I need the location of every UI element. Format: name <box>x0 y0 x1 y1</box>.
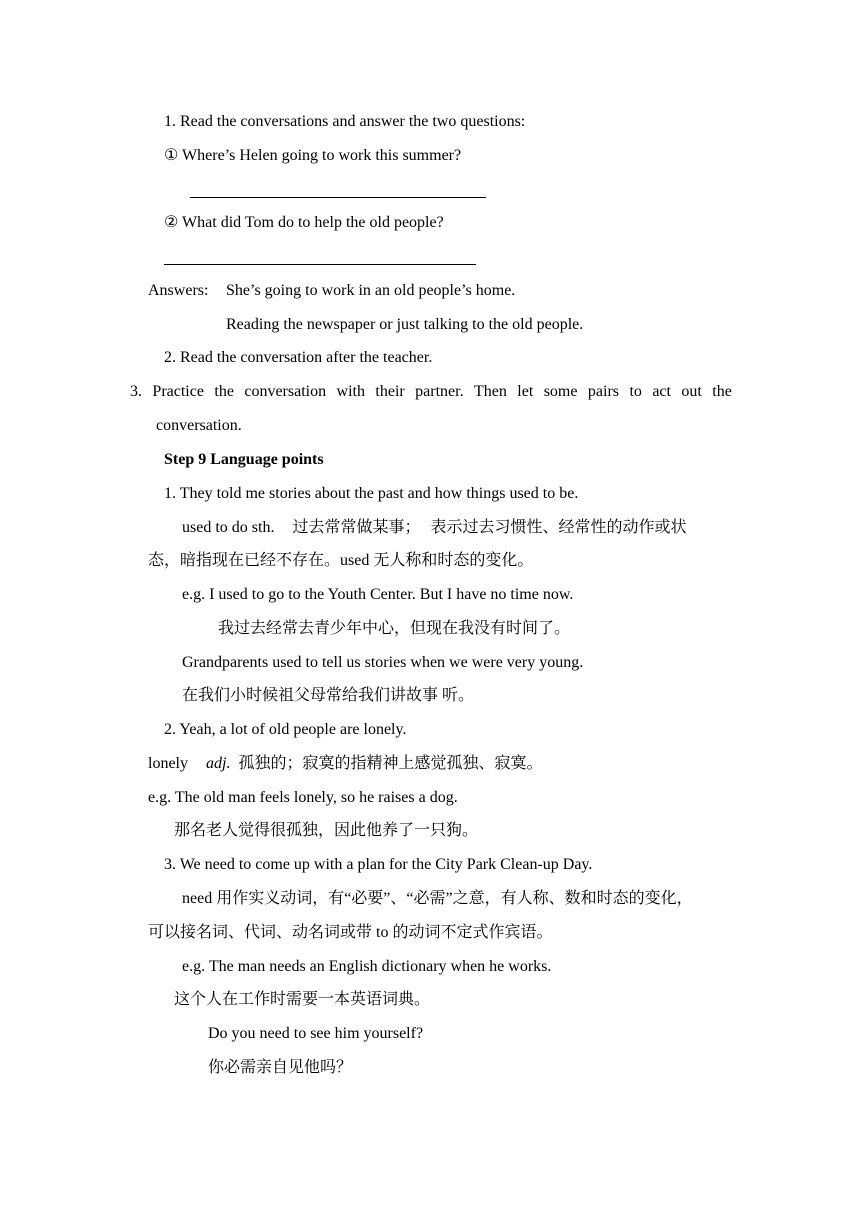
point-1-explain-a: 表示过去习惯性、经常性的动作或状 <box>430 519 687 536</box>
task3-word: to <box>629 383 642 400</box>
point-1-example-1-en: e.g. I used to go to the Youth Center. But I have no time now. <box>182 586 574 603</box>
point-2-word: lonely <box>148 755 188 772</box>
answer-1: She’s going to work in an old people’s home. <box>226 282 516 299</box>
question-1: ① Where’s Helen going to work this summer? <box>164 147 462 164</box>
task3-word: the <box>214 383 234 400</box>
point-1-phrase-meaning: 过去常常做某事； <box>292 519 421 536</box>
task-read-after-teacher: 2. Read the conversation after the teacher. <box>164 349 433 366</box>
task3-word: Then <box>473 383 507 400</box>
task3-word: partner. <box>415 383 464 400</box>
point-1-explanation <box>182 518 686 538</box>
task3-word: 3. <box>130 383 142 400</box>
point-1-phrase: used to do sth. <box>182 519 275 536</box>
task3-word: conversation <box>244 383 327 400</box>
question-2: ② What did Tom do to help the old people? <box>164 214 444 231</box>
task3-word: some <box>543 383 578 400</box>
point-1-example-2-zh: 在我们小时候祖父母常给我们讲故事 听。 <box>182 687 475 704</box>
point-3-example-2-zh: 你必需亲自见他吗？ <box>208 1059 353 1076</box>
point-3-explain-b: 可以接名词、代词、动名词或带 to 的动词不定式作宾语。 <box>148 924 553 941</box>
point-2-example-zh: 那名老人觉得很孤独，因此他养了一只狗。 <box>174 822 479 839</box>
task3-word: the <box>712 383 732 400</box>
task3-word: out <box>681 383 702 400</box>
task-practice-conversation <box>130 382 732 402</box>
point-1-example-2-en: Grandparents used to tell us stories when we were very young. <box>182 654 584 671</box>
answers-label: Answers: <box>148 282 209 299</box>
point-2-example-en: e.g. The old man feels lonely, so he raises a dog. <box>148 789 458 806</box>
task-read-conversations: 1. Read the conversations and answer the two questions: <box>164 113 526 130</box>
point-1-sentence: 1. They told me stories about the past and how things used to be. <box>164 485 579 502</box>
point-2-definition <box>148 754 542 774</box>
point-3-sentence: 3. We need to come up with a plan for the City Park Clean-up Day. <box>164 856 593 873</box>
task-practice-continuation: conversation. <box>156 417 242 434</box>
step-9-heading: Step 9 Language points <box>164 451 324 468</box>
point-2-part-of-speech: adj. <box>206 755 231 772</box>
task3-word: act <box>652 383 671 400</box>
point-1-explain-b: 态，暗指现在已经不存在。used 无人称和时态的变化。 <box>148 552 534 569</box>
answer-2: Reading the newspaper or just talking to the old people. <box>226 316 584 333</box>
task3-word: with <box>336 383 365 400</box>
task3-word: let <box>517 383 534 400</box>
point-2-meaning: 孤独的；寂寞的指精神上感觉孤独、寂寞。 <box>238 755 543 772</box>
point-3-example-2-en: Do you need to see him yourself? <box>208 1025 424 1042</box>
point-3-explain-a: need 用作实义动词，有“必要”、“必需”之意，有人称、数和时态的变化， <box>182 890 693 907</box>
point-3-example-1-en: e.g. The man needs an English dictionary when he works. <box>182 958 552 975</box>
task3-word: their <box>375 383 405 400</box>
point-2-sentence: 2. Yeah, a lot of old people are lonely. <box>164 721 407 738</box>
task3-word: pairs <box>587 383 620 400</box>
task3-word: Practice <box>152 383 204 400</box>
point-1-example-1-zh: 我过去经常去青少年中心，但现在我没有时间了。 <box>218 620 571 637</box>
point-3-example-1-zh: 这个人在工作时需要一本英语词典。 <box>174 991 431 1008</box>
answer-blank-1 <box>190 197 486 198</box>
answer-blank-2 <box>164 264 476 265</box>
